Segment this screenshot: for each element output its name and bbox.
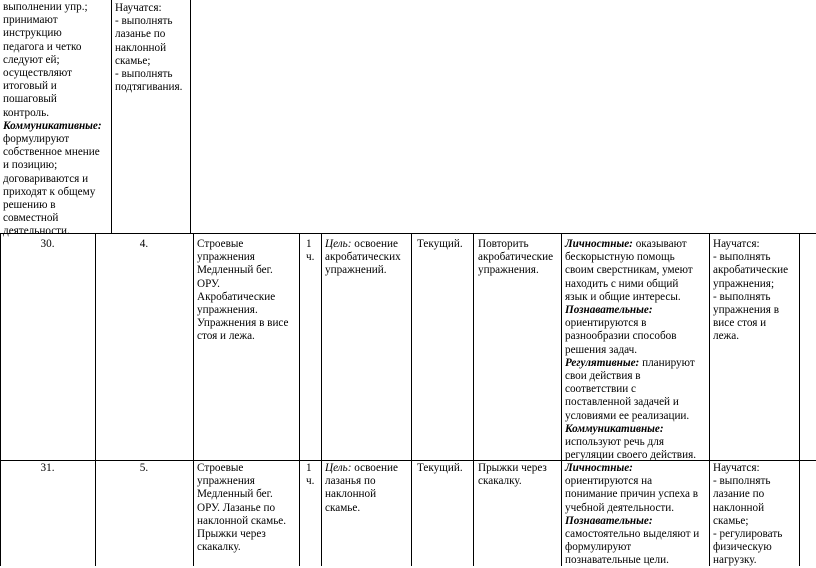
col-border xyxy=(799,233,800,566)
text-line: лазанья по xyxy=(325,475,376,488)
text-line: язык и общие интересы. xyxy=(565,290,681,303)
text-line: Научатся: xyxy=(713,238,760,250)
text-line: пошаговый xyxy=(3,93,57,106)
text-line: Цель: освоение xyxy=(325,462,398,474)
text-line: приходят к общему xyxy=(3,185,96,198)
text-line: - выполнять xyxy=(115,68,173,81)
col-border xyxy=(411,233,412,566)
text-line: формулируют xyxy=(3,133,70,146)
text-line: скакалку. xyxy=(478,475,522,488)
text-line: выполнении упр.; xyxy=(3,1,88,13)
goal-cell xyxy=(325,462,398,515)
text-line: упражнения xyxy=(197,251,255,264)
text-line: познавательные цели. xyxy=(565,554,669,567)
col-border xyxy=(0,233,1,566)
text-line: принимают xyxy=(3,14,58,27)
text-line: упражнения в xyxy=(713,304,780,317)
text-line: - выполнять xyxy=(115,15,173,28)
text-line: упражнения. xyxy=(478,264,539,277)
uud-cell-continued xyxy=(3,1,102,239)
lesson-number: 31. xyxy=(40,462,55,474)
text-line: ориентируются в xyxy=(565,317,647,330)
result-cell-continued xyxy=(115,2,182,94)
text-line: ч. xyxy=(306,475,315,488)
text-line: Упражнения в висе xyxy=(197,317,289,330)
text-line: лазанье по xyxy=(115,28,166,41)
result-cell xyxy=(713,462,782,568)
text-line: акробатические xyxy=(478,251,554,264)
text-line: и позицию; xyxy=(3,159,58,172)
text-line: наклонной xyxy=(325,488,377,501)
text-line: лежа. xyxy=(713,330,740,343)
text-line: решению в xyxy=(3,199,56,212)
text-line: стоя и лежа. xyxy=(197,330,255,343)
text-line: Научатся: xyxy=(115,2,162,14)
text-line: Строевые xyxy=(197,462,244,474)
text-line: Медленный бег. xyxy=(197,264,273,277)
hours-cell xyxy=(306,462,314,488)
text-line: Цель: освоение xyxy=(325,238,398,250)
goal-cell xyxy=(325,238,401,278)
text-line: Коммуникативные: xyxy=(565,422,664,435)
row-border xyxy=(0,233,816,234)
lesson-number: 30. xyxy=(40,238,55,250)
text-line: упражнения. xyxy=(197,304,258,317)
text-line: деятельности. xyxy=(3,225,70,238)
text-line: итоговый и xyxy=(3,80,57,93)
text-line: нагрузку. xyxy=(713,554,757,567)
text-line: - выполнять xyxy=(713,290,771,303)
text-line: Познавательные: xyxy=(565,304,653,317)
text-line: ориентируются на xyxy=(565,475,653,488)
topic-cell xyxy=(197,238,289,344)
text-line: используют речь для xyxy=(565,436,664,449)
col-border xyxy=(193,233,194,566)
lesson-type: Текущий. xyxy=(417,462,463,474)
text-line: находить с ними общий xyxy=(565,277,679,290)
text-line: Строевые xyxy=(197,238,244,250)
text-line: лазание по xyxy=(713,488,765,501)
col-border xyxy=(709,233,710,566)
text-line: упражнений. xyxy=(325,264,387,277)
text-line: Прыжки через xyxy=(197,528,266,541)
text-line: осуществляют xyxy=(3,67,72,80)
text-line: наклонной скамье. xyxy=(197,514,287,527)
text-line: Регулятивные: планируют xyxy=(565,356,695,369)
col-border xyxy=(95,233,96,566)
lesson-subnumber: 5. xyxy=(139,462,149,474)
uud-cell xyxy=(565,238,696,462)
col-border xyxy=(111,0,112,234)
text-line: Повторить xyxy=(478,238,529,250)
col-border xyxy=(473,233,474,566)
text-line: понимание причин успеха в xyxy=(565,488,699,501)
text-line: бескорыстную помощь xyxy=(565,251,675,264)
text-line: висе стоя и xyxy=(713,317,767,330)
text-line: упражнения xyxy=(197,475,255,488)
text-line: педагога и четко xyxy=(3,40,82,53)
homework-cell xyxy=(478,462,547,488)
text-line: Коммуникативные: xyxy=(3,119,102,132)
text-line: Личностные: xyxy=(565,462,633,474)
text-line: наклонной xyxy=(713,501,765,514)
text-line: решения задач. xyxy=(565,343,638,356)
text-line: своим сверстникам, умеют xyxy=(565,264,693,277)
uud-cell xyxy=(565,462,699,568)
text-line: контроль. xyxy=(3,106,49,119)
text-line: 1 xyxy=(306,238,312,250)
text-line: Прыжки через xyxy=(478,462,547,474)
col-border xyxy=(561,233,562,566)
text-line: подтягивания. xyxy=(115,81,183,94)
text-line: Медленный бег. xyxy=(197,488,273,501)
text-line: акробатических xyxy=(325,251,401,264)
text-line: учебной деятельности. xyxy=(565,501,675,514)
result-cell xyxy=(713,238,788,344)
text-line: упражнения; xyxy=(713,277,775,290)
text-line: скамье. xyxy=(325,501,361,514)
text-line: - регулировать xyxy=(713,528,783,541)
homework-cell xyxy=(478,238,553,278)
text-line: 1 xyxy=(306,462,312,474)
text-line: свои действия в xyxy=(565,370,641,383)
hours-cell xyxy=(306,238,314,264)
text-line: акробатические xyxy=(713,264,789,277)
text-line: формулируют xyxy=(565,541,632,554)
lesson-subnumber: 4. xyxy=(139,238,149,250)
text-line: физическую xyxy=(713,541,772,554)
text-line: наклонной xyxy=(115,41,167,54)
topic-cell xyxy=(197,462,286,554)
text-line: инструкцию xyxy=(3,27,62,40)
col-border xyxy=(190,0,191,234)
lesson-type: Текущий. xyxy=(417,238,463,250)
text-line: - выполнять xyxy=(713,475,771,488)
text-line: скакалку. xyxy=(197,541,241,554)
text-line: скамье; xyxy=(713,514,749,527)
text-line: совместной xyxy=(3,212,59,225)
text-line: поставленной задачей и xyxy=(565,396,679,409)
text-line: условиями ее реализации. xyxy=(565,409,690,422)
text-line: Личностные: оказывают xyxy=(565,238,687,250)
text-line: договариваются и xyxy=(3,172,89,185)
col-border xyxy=(299,233,300,566)
text-line: - выполнять xyxy=(713,251,771,264)
text-line: регуляции своего действия. xyxy=(565,449,697,462)
text-line: Акробатические xyxy=(197,290,276,303)
text-line: Научатся: xyxy=(713,462,760,474)
text-line: следуют ей; xyxy=(3,53,60,66)
text-line: собственное мнение xyxy=(3,146,100,159)
text-line: ОРУ. xyxy=(197,277,220,290)
text-line: самостоятельно выделяют и xyxy=(565,528,700,541)
text-line: Познавательные: xyxy=(565,514,653,527)
text-line: скамье; xyxy=(115,54,151,67)
text-line: ч. xyxy=(306,251,315,264)
text-line: разнообразии способов xyxy=(565,330,677,343)
text-line: соответствии с xyxy=(565,383,636,396)
text-line: ОРУ. Лазанье по xyxy=(197,501,276,514)
col-border xyxy=(321,233,322,566)
